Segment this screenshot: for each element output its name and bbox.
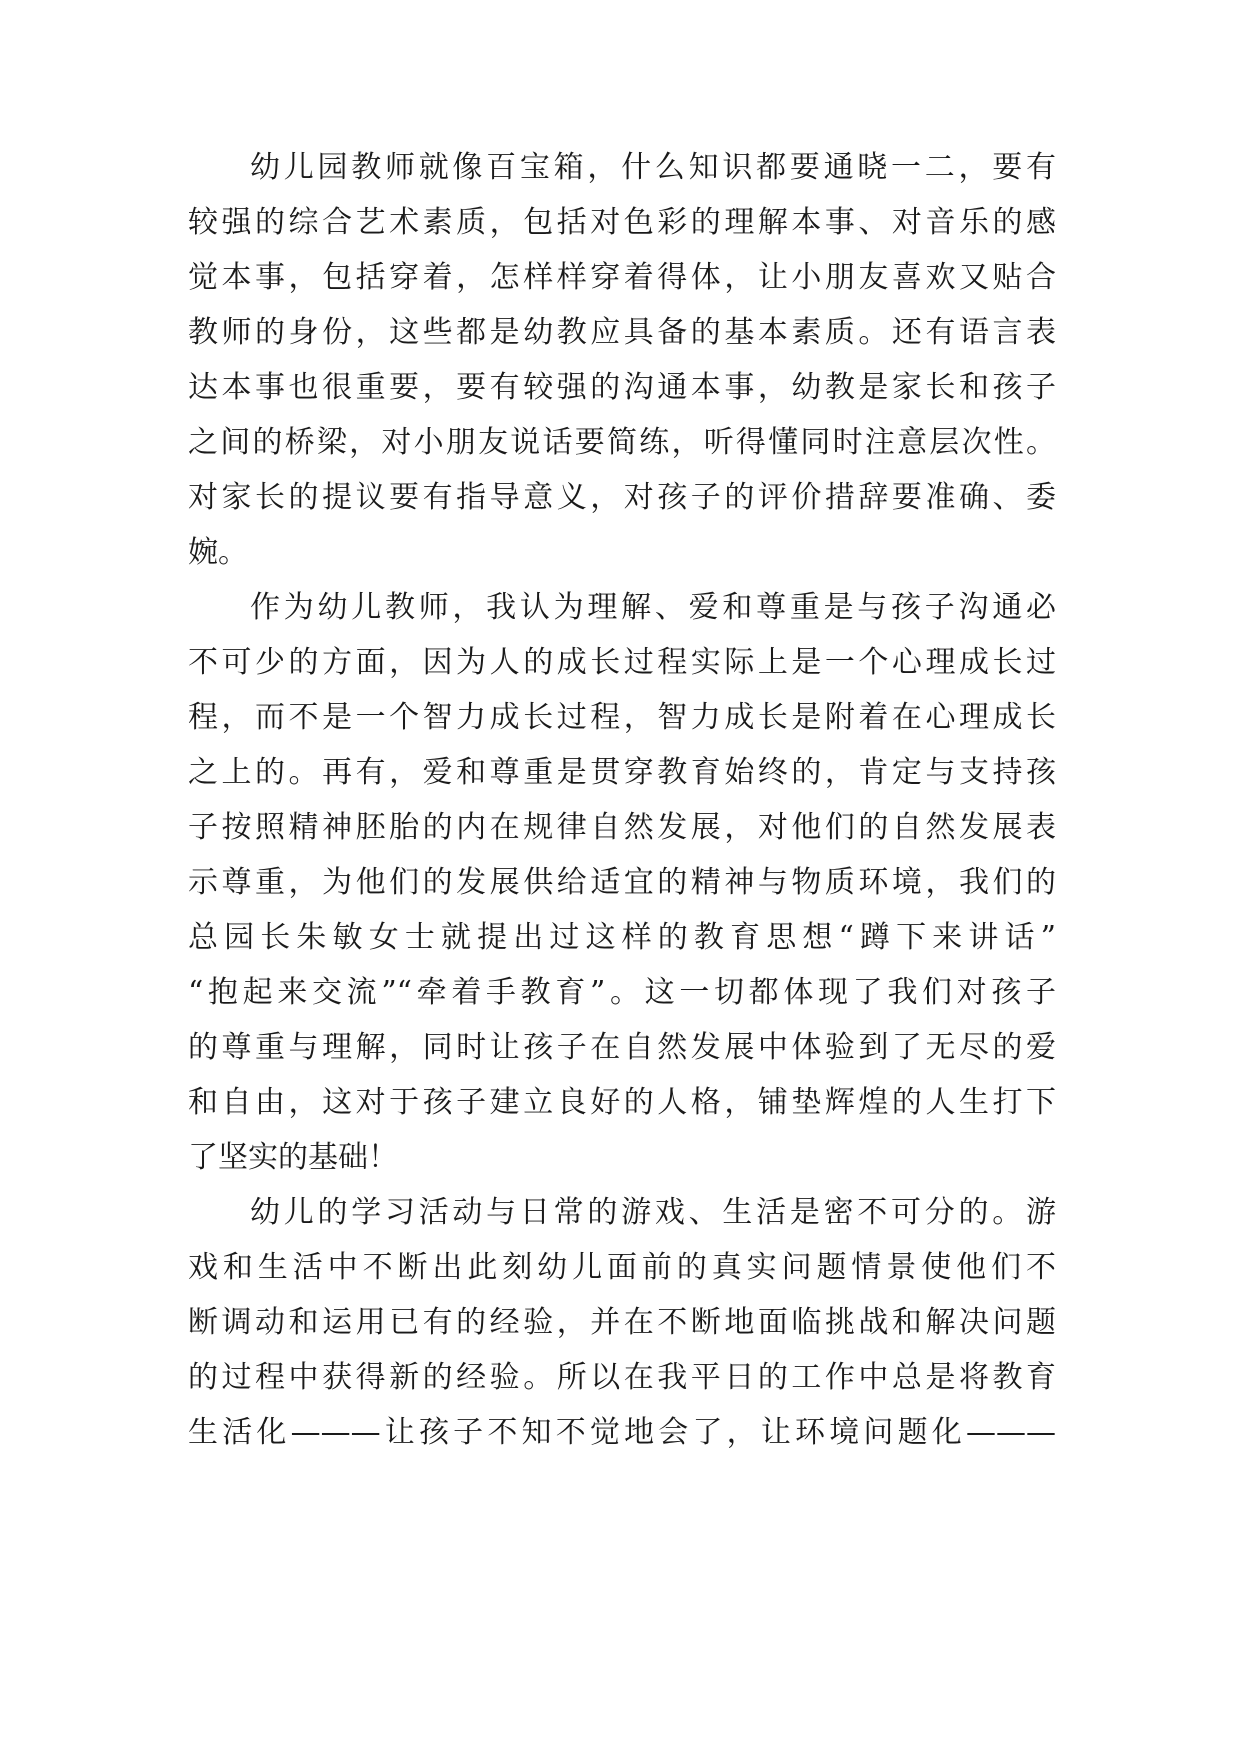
- text-line: 总园长朱敏女士就提出过这样的教育思想“蹲下来讲话”: [188, 920, 1056, 955]
- text-line: 之间的桥梁，对小朋友说话要简练，听得懂同时注意层次性。: [188, 425, 1056, 460]
- text-line: 较强的综合艺术素质，包括对色彩的理解本事、对音乐的感: [188, 205, 1056, 240]
- text-line: 教师的身份，这些都是幼教应具备的基本素质。还有语言表: [188, 315, 1056, 350]
- text-line: 的过程中获得新的经验。所以在我平日的工作中总是将教育: [188, 1360, 1056, 1395]
- text-line: 婉。: [188, 535, 248, 570]
- text-line: 对家长的提议要有指导意义，对孩子的评价措辞要准确、委: [188, 480, 1056, 515]
- text-line: 生活化———让孩子不知不觉地会了，让环境问题化———: [188, 1415, 1056, 1450]
- text-line: 作为幼儿教师，我认为理解、爱和尊重是与孩子沟通必: [250, 590, 1056, 625]
- text-line: 不可少的方面，因为人的成长过程实际上是一个心理成长过: [188, 645, 1056, 680]
- text-line: 子按照精神胚胎的内在规律自然发展，对他们的自然发展表: [188, 810, 1056, 845]
- text-line: 觉本事，包括穿着，怎样样穿着得体，让小朋友喜欢又贴合: [188, 260, 1056, 295]
- text-line: 幼儿的学习活动与日常的游戏、生活是密不可分的。游: [250, 1195, 1056, 1230]
- text-line: 示尊重，为他们的发展供给适宜的精神与物质环境，我们的: [188, 865, 1056, 900]
- text-line: 之上的。再有，爱和尊重是贯穿教育始终的，肯定与支持孩: [188, 755, 1056, 790]
- text-line: 达本事也很重要，要有较强的沟通本事，幼教是家长和孩子: [188, 370, 1056, 405]
- text-line: 和自由，这对于孩子建立良好的人格，铺垫辉煌的人生打下: [188, 1085, 1056, 1120]
- text-line: 戏和生活中不断出此刻幼儿面前的真实问题情景使他们不: [188, 1250, 1056, 1285]
- text-line: 了坚实的基础！: [188, 1140, 398, 1175]
- text-line: “抱起来交流”“牵着手教育”。这一切都体现了我们对孩子: [188, 975, 1056, 1010]
- text-line: 幼儿园教师就像百宝箱，什么知识都要通晓一二，要有: [250, 150, 1056, 185]
- text-line: 断调动和运用已有的经验，并在不断地面临挑战和解决问题: [188, 1305, 1056, 1340]
- text-line: 程，而不是一个智力成长过程，智力成长是附着在心理成长: [188, 700, 1056, 735]
- text-line: 的尊重与理解，同时让孩子在自然发展中体验到了无尽的爱: [188, 1030, 1056, 1065]
